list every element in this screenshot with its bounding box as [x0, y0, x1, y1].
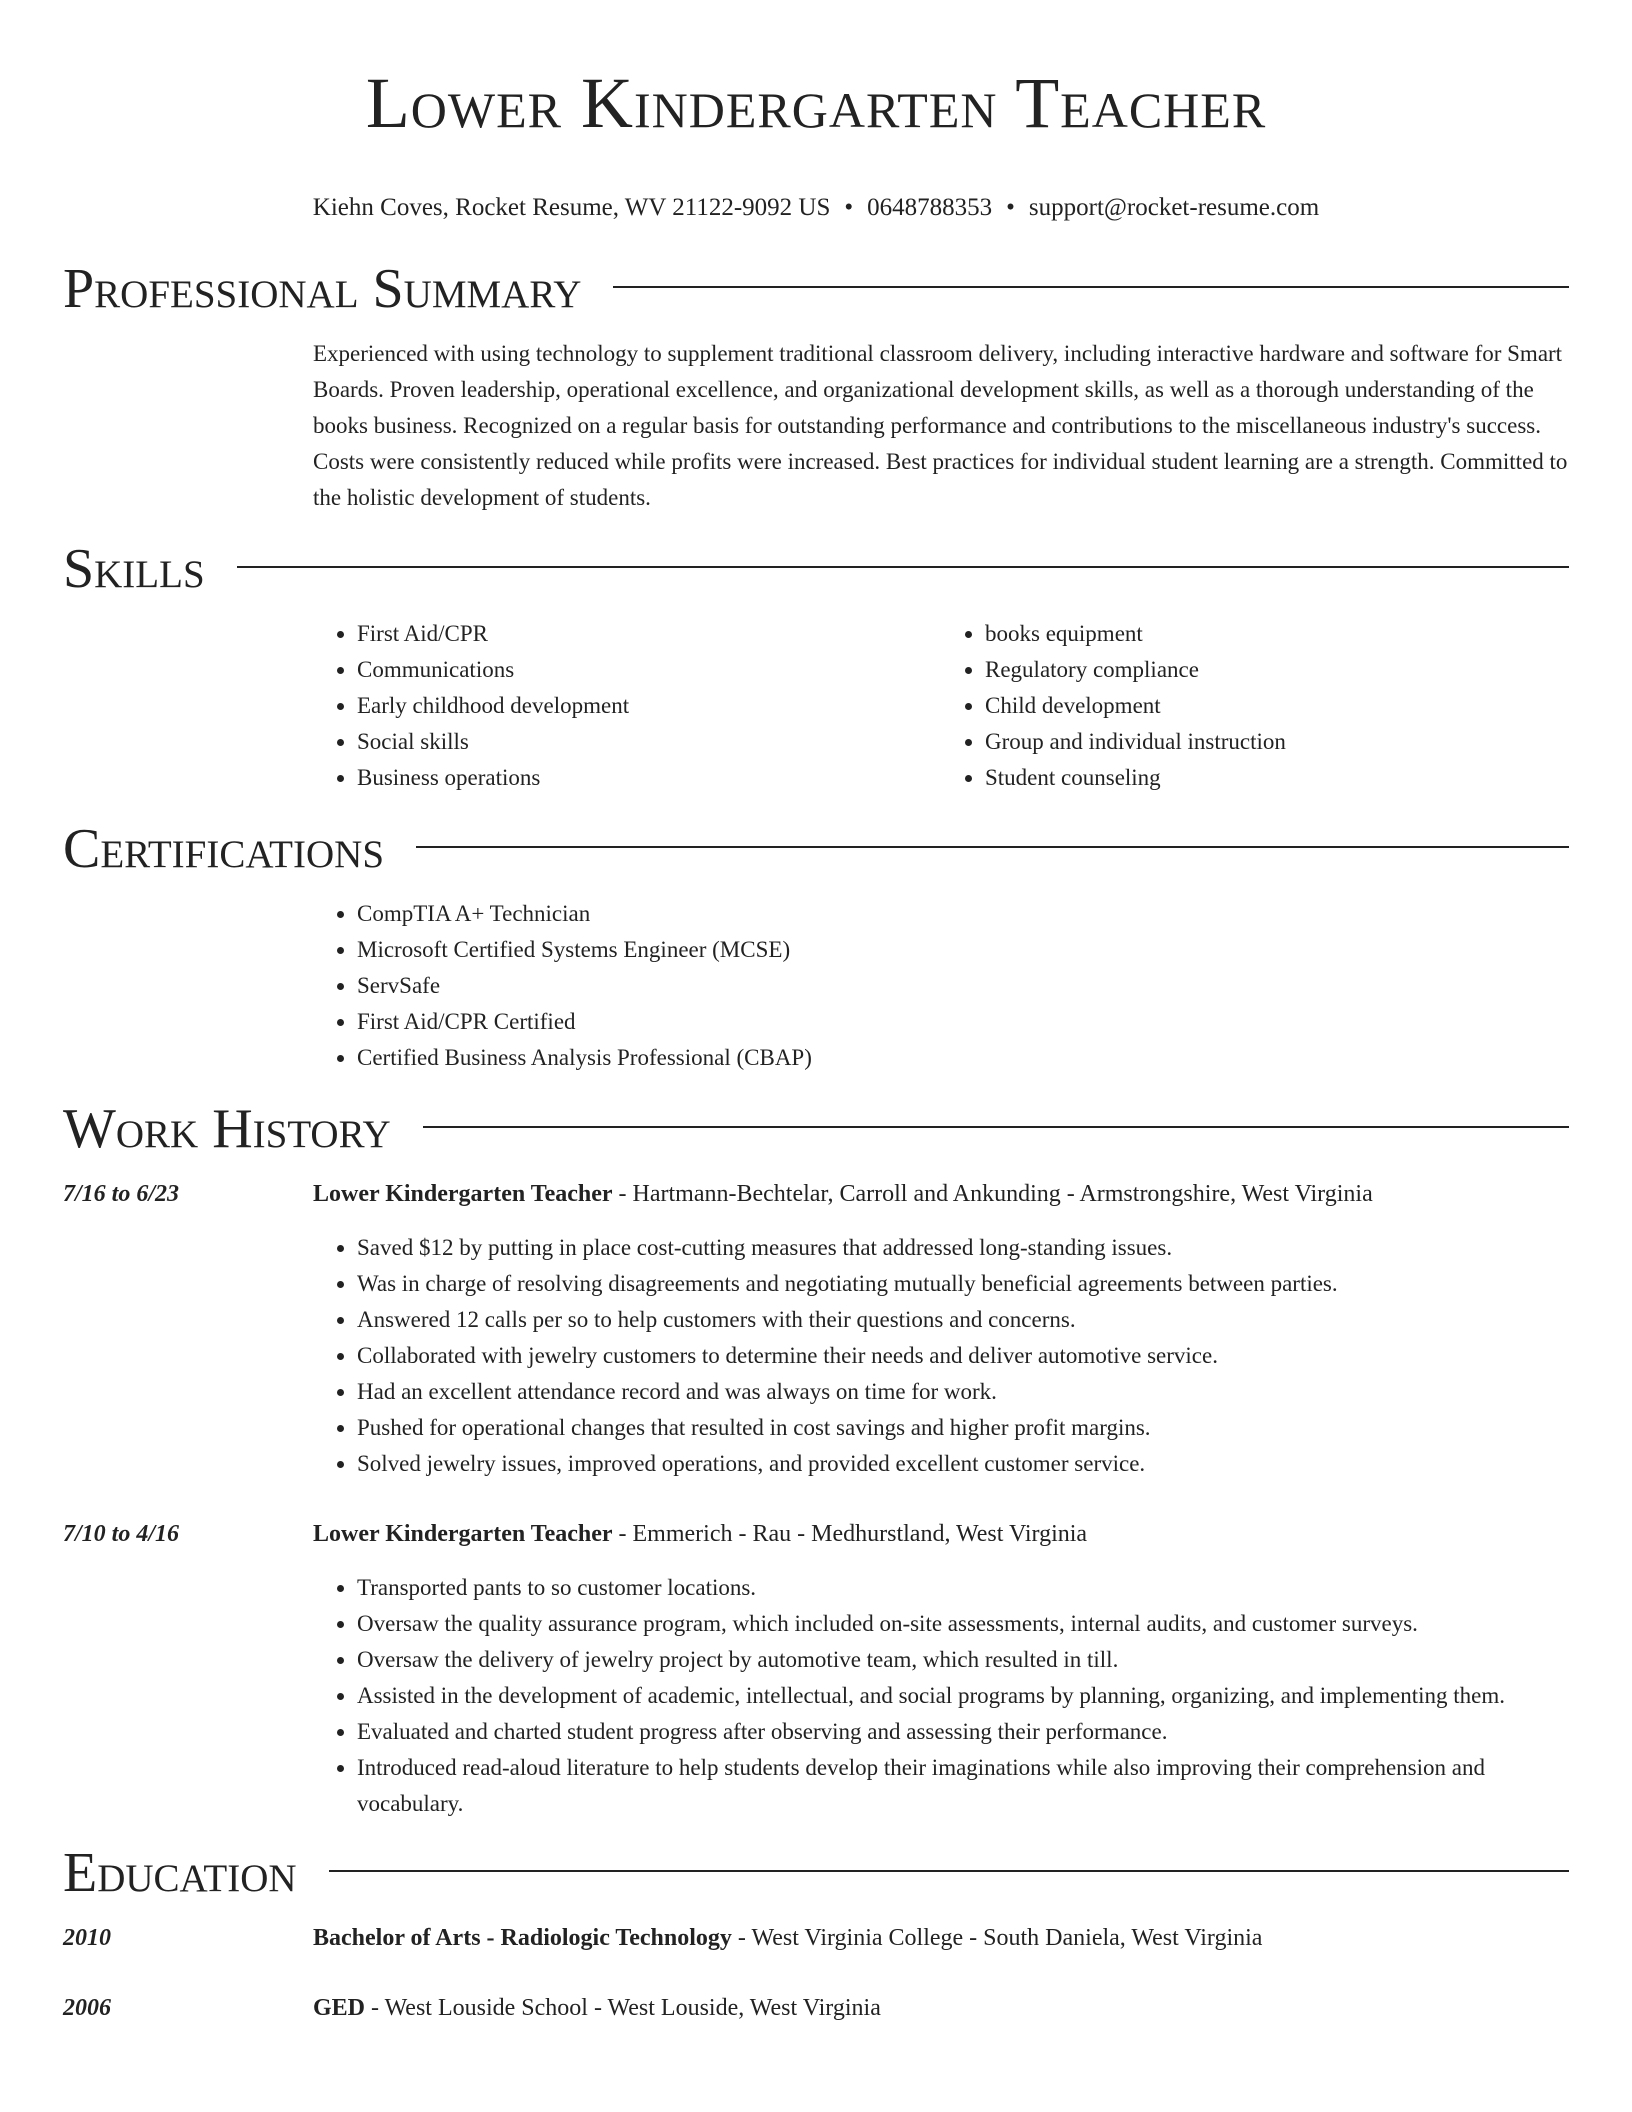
education-degree: GED	[313, 1995, 366, 2021]
work-entries	[63, 1176, 1569, 1822]
skill-item: • Early childhood development	[357, 688, 941, 724]
skills-section	[63, 538, 1569, 796]
skills-list-left	[313, 616, 941, 796]
section-header	[63, 818, 1569, 880]
job-role: Lower Kindergarten Teacher	[313, 1521, 613, 1547]
education-school: - West Louside School - West Louside, West Virginia	[365, 1995, 881, 2021]
skill-item: • Regulatory compliance	[985, 652, 1569, 688]
job-duty-item: • Had an excellent attendance record and was always on time for work.	[357, 1374, 1569, 1410]
section-title-summary: Professional Summary	[63, 258, 582, 320]
job-duty-item: • Oversaw the quality assurance program, which included on-site assessments, internal audits, and customer surveys.	[357, 1606, 1569, 1642]
work-section	[63, 1098, 1569, 1822]
summary-section	[63, 258, 1569, 516]
certifications-body	[63, 896, 1569, 1076]
resume-name: Lower Kindergarten Teacher	[365, 63, 1267, 143]
skill-item: • Child development	[985, 688, 1569, 724]
job-duties-list	[313, 1570, 1569, 1822]
skill-item: • Student counseling	[985, 760, 1569, 796]
contact-phone: 0648788353	[867, 194, 993, 221]
job-dates: 7/16 to 6/23	[63, 1181, 180, 1207]
section-title-skills: Skills	[63, 538, 205, 600]
skill-item: • Business operations	[357, 760, 941, 796]
certification-item: • CompTIA A+ Technician	[357, 896, 1569, 932]
section-header	[63, 538, 1569, 600]
contact-separator: •	[844, 194, 854, 221]
job-duty-item: • Was in charge of resolving disagreements and negotiating mutually beneficial agreements between parties.	[357, 1266, 1569, 1302]
job-duty-item: • Solved jewelry issues, improved operations, and provided excellent customer service.	[357, 1446, 1569, 1482]
certifications-list	[313, 896, 1569, 1076]
job-header	[63, 1516, 1569, 1552]
contact-email: support@rocket-resume.com	[1028, 194, 1320, 221]
section-title-work: Work History	[63, 1098, 391, 1160]
job-duty-item: • Collaborated with jewelry customers to determine their needs and deliver automotive service.	[357, 1338, 1569, 1374]
job-duty-item: • Evaluated and charted student progress after observing and assessing their performance.	[357, 1714, 1569, 1750]
section-header	[63, 1842, 1569, 1904]
job-duty-item: • Introduced read-aloud literature to help students develop their imaginations while also improving their comprehension and vocabulary.	[357, 1750, 1569, 1822]
job-title-line	[313, 1176, 1569, 1212]
education-entry	[63, 1990, 1569, 2026]
contact-separator: •	[1006, 194, 1015, 221]
skill-item: • Communications	[357, 652, 941, 688]
section-title-certifications: Certifications	[63, 818, 385, 880]
section-divider	[416, 846, 1569, 848]
job-duties-list	[313, 1230, 1569, 1482]
education-year: 2006	[63, 1995, 111, 2021]
section-divider	[329, 1870, 1569, 1872]
education-entries	[63, 1920, 1569, 2026]
education-degree: Bachelor of Arts - Radiologic Technology	[313, 1925, 732, 1951]
certification-item: • ServSafe	[357, 968, 1569, 1004]
section-divider	[237, 566, 1569, 568]
education-line	[313, 1920, 1569, 1956]
job-duty-item: • Oversaw the delivery of jewelry project by automotive team, which resulted in till.	[357, 1642, 1569, 1678]
job-duty-item: • Transported pants to so customer locations.	[357, 1570, 1569, 1606]
skills-columns	[63, 616, 1569, 796]
section-title-education: Education	[63, 1842, 297, 1904]
contact-line	[63, 191, 1569, 225]
skill-item: • First Aid/CPR	[357, 616, 941, 652]
summary-body	[63, 336, 1569, 516]
certifications-section	[63, 818, 1569, 1076]
job-entry	[63, 1176, 1569, 1482]
job-role: Lower Kindergarten Teacher	[313, 1181, 613, 1207]
skill-item: • books equipment	[985, 616, 1569, 652]
job-duties	[63, 1230, 1569, 1482]
summary-text: Experienced with using technology to supplement traditional classroom delivery, including interactive hardware and software for Smart Boards. Proven leadership, operational excellence, and organizational development skills, as well as a thorough understanding of the books business. Recognized on a regular basis for outstanding performance and contributions to the miscellaneous industry's success. Costs were consistently reduced while profits were increased. Best practices for individual student learning are a strength. Committed to the holistic development of students.	[313, 341, 1568, 510]
contact-address: Kiehn Coves, Rocket Resume, WV 21122-9092 US	[312, 194, 831, 221]
job-employer: - Emmerich - Rau - Medhurstland, West Virginia	[612, 1521, 1088, 1547]
job-duty-item: • Saved $12 by putting in place cost-cutting measures that addressed long-standing issues.	[357, 1230, 1569, 1266]
section-header	[63, 258, 1569, 320]
job-duty-item: • Assisted in the development of academic, intellectual, and social programs by planning, organizing, and implementing them.	[357, 1678, 1569, 1714]
section-divider	[613, 286, 1569, 288]
skills-list-right	[941, 616, 1569, 796]
education-entry	[63, 1920, 1569, 1956]
job-duties	[63, 1570, 1569, 1822]
job-header	[63, 1176, 1569, 1212]
job-duty-item: • Answered 12 calls per so to help customers with their questions and concerns.	[357, 1302, 1569, 1338]
job-title-line	[313, 1516, 1569, 1552]
certification-item: • Microsoft Certified Systems Engineer (MCSE)	[357, 932, 1569, 968]
education-line	[313, 1990, 1569, 2026]
education-year: 2010	[63, 1925, 111, 1951]
job-duty-item: • Pushed for operational changes that resulted in cost savings and higher profit margins.	[357, 1410, 1569, 1446]
skill-item: • Social skills	[357, 724, 941, 760]
job-entry	[63, 1516, 1569, 1822]
section-divider	[423, 1126, 1569, 1128]
job-employer: - Hartmann-Bechtelar, Carroll and Ankunding - Armstrongshire, West Virginia	[612, 1181, 1373, 1207]
education-school: - West Virginia College - South Daniela, West Virginia	[731, 1925, 1263, 1951]
job-dates: 7/10 to 4/16	[63, 1521, 180, 1547]
skill-item: • Group and individual instruction	[985, 724, 1569, 760]
education-section	[63, 1842, 1569, 2026]
certification-item: • Certified Business Analysis Professional (CBAP)	[357, 1040, 1569, 1076]
section-header	[63, 1098, 1569, 1160]
certification-item: • First Aid/CPR Certified	[357, 1004, 1569, 1040]
